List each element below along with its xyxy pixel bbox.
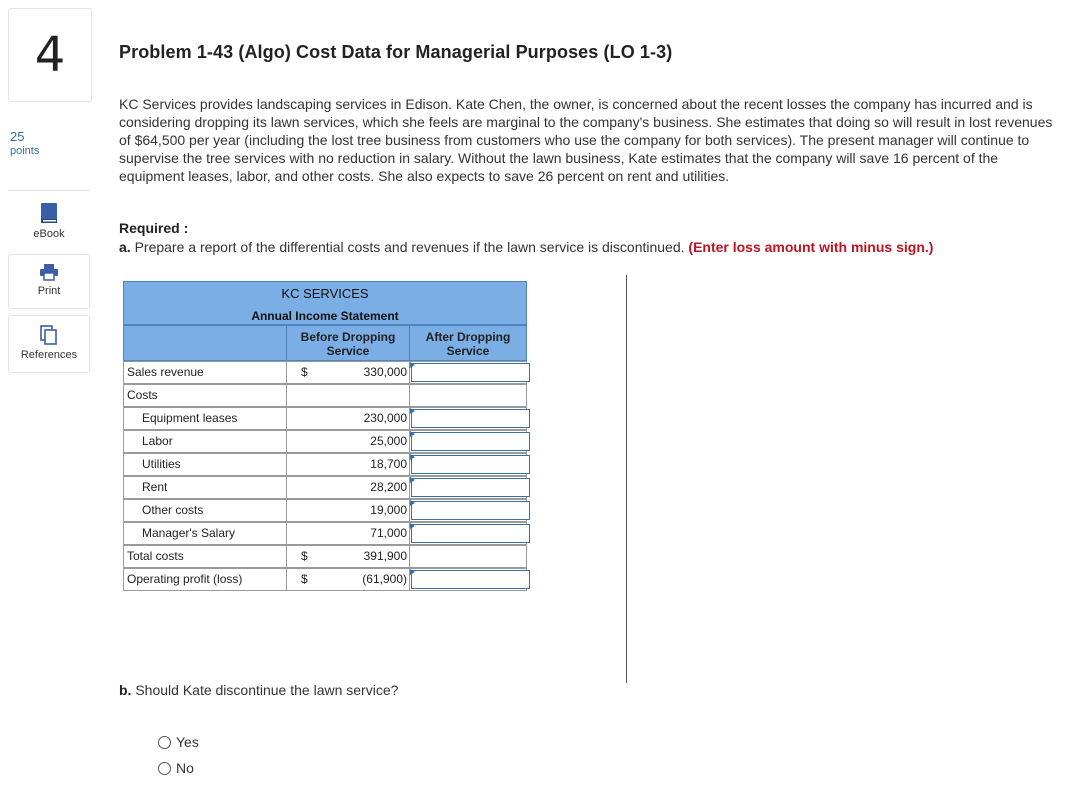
after-amount-input[interactable] [411,570,530,589]
row-label: Other costs [123,499,287,522]
problem-title: Problem 1-43 (Algo) Cost Data for Managerial Purposes (LO 1-3) [119,42,673,62]
question-number: 4 [8,8,92,102]
before-amount: 71,000 [370,526,407,540]
input-marker-icon [410,431,415,437]
after-amount-cell[interactable] [409,361,527,384]
table-row [123,568,527,591]
part-b-prefix: b. [119,682,132,698]
currency-symbol: $ [301,549,308,563]
before-amount-cell [286,453,410,476]
after-column-header: After Dropping Service [409,325,527,361]
points-label: points [10,145,40,157]
before-amount: 19,000 [370,503,407,517]
after-amount-input[interactable] [411,432,530,451]
after-amount-input[interactable] [411,363,530,382]
table-row [123,384,527,407]
option-yes-label: Yes [176,734,199,750]
references-label: References [20,349,78,361]
part-a-instructions [119,239,933,255]
currency-symbol: $ [301,365,308,379]
part-a-prefix: a. [119,239,131,255]
after-amount-cell[interactable] [409,407,527,430]
radio-no[interactable] [158,762,171,775]
after-amount-input[interactable] [411,524,530,543]
before-amount: 25,000 [370,434,407,448]
statement-title: Annual Income Statement [251,309,399,323]
before-amount-cell [286,499,410,522]
input-marker-icon [410,477,415,483]
input-marker-icon [410,523,415,529]
workspace-divider [626,275,627,683]
currency-symbol: $ [301,572,308,586]
after-amount-cell[interactable] [409,522,527,545]
after-amount-cell [409,384,527,407]
row-label: Operating profit (loss) [123,568,287,591]
table-header [123,281,527,325]
row-label: Total costs [123,545,287,568]
references-icon [40,325,58,345]
before-amount-cell [286,361,410,384]
row-label: Rent [123,476,287,499]
ebook-label: eBook [33,228,65,240]
before-amount: 330,000 [363,365,407,379]
book-icon [40,202,58,224]
before-amount: 18,700 [370,457,407,471]
after-amount-cell[interactable] [409,568,527,591]
row-label: Equipment leases [123,407,287,430]
before-amount-cell [286,407,410,430]
before-amount-cell [286,545,410,568]
table-row [123,476,527,499]
row-label: Labor [123,430,287,453]
table-row [123,522,527,545]
input-marker-icon [410,362,415,368]
required-label: Required : [119,220,189,236]
option-yes[interactable] [158,734,199,750]
table-row [123,545,527,568]
row-label: Manager's Salary [123,522,287,545]
before-amount: (61,900) [362,572,407,586]
before-amount-cell [286,522,410,545]
radio-yes[interactable] [158,736,171,749]
row-label: Sales revenue [123,361,287,384]
input-marker-icon [410,500,415,506]
label-column-header [123,325,287,361]
after-amount-input[interactable] [411,478,530,497]
rail-divider [8,190,90,191]
before-amount-cell [286,384,410,407]
row-label: Costs [123,384,287,407]
option-no-label: No [176,760,194,776]
table-row [123,499,527,522]
company-name: KC SERVICES [281,286,369,301]
after-amount-input[interactable] [411,455,530,474]
points-indicator [10,129,39,159]
option-no[interactable] [158,760,194,776]
part-b-text: Should Kate discontinue the lawn service? [131,682,399,698]
before-amount: 230,000 [363,411,407,425]
print-button[interactable] [8,254,90,309]
table-row [123,407,527,430]
before-amount-cell [286,476,410,499]
after-amount-cell [409,545,527,568]
print-label: Print [37,285,61,297]
input-marker-icon [410,569,415,575]
table-row [123,430,527,453]
after-amount-input[interactable] [411,409,530,428]
references-button[interactable] [8,315,90,373]
table-row [123,453,527,476]
input-marker-icon [410,454,415,460]
part-a-text: Prepare a report of the differential costs and revenues if the lawn service is discontinued. [130,239,689,255]
after-amount-cell[interactable] [409,430,527,453]
before-column-header: Before Dropping Service [286,325,410,361]
after-amount-cell[interactable] [409,476,527,499]
points-value: 25 [10,129,25,144]
problem-description: KC Services provides landscaping services in Edison. Kate Chen, the owner, is concerned about the recent losses the company has incurred and is considering dropping its lawn services, which she feels are marginal to the company's business. She estimates that doing so will result in lost revenues of $64,500 per year (including the lost tree business from customers who use the company for both services). The present manager will continue to supervise the tree services with no reduction in salary. Without the lawn business, Kate estimates that the company will save 16 percent of the equipment leases, labor, and other costs. She also expects to save 26 percent on rent and utilities. [119,96,1053,184]
before-amount: 28,200 [370,480,407,494]
part-a-note: (Enter loss amount with minus sign.) [688,239,934,255]
table-row [123,361,527,384]
ebook-button[interactable] [8,202,90,252]
part-b-question [119,682,398,698]
after-amount-cell[interactable] [409,453,527,476]
printer-icon [39,263,59,281]
before-amount-cell [286,568,410,591]
before-amount: 391,900 [363,549,407,563]
before-amount-cell [286,430,410,453]
after-amount-input[interactable] [411,501,530,520]
after-amount-cell[interactable] [409,499,527,522]
row-label: Utilities [123,453,287,476]
input-marker-icon [410,408,415,414]
